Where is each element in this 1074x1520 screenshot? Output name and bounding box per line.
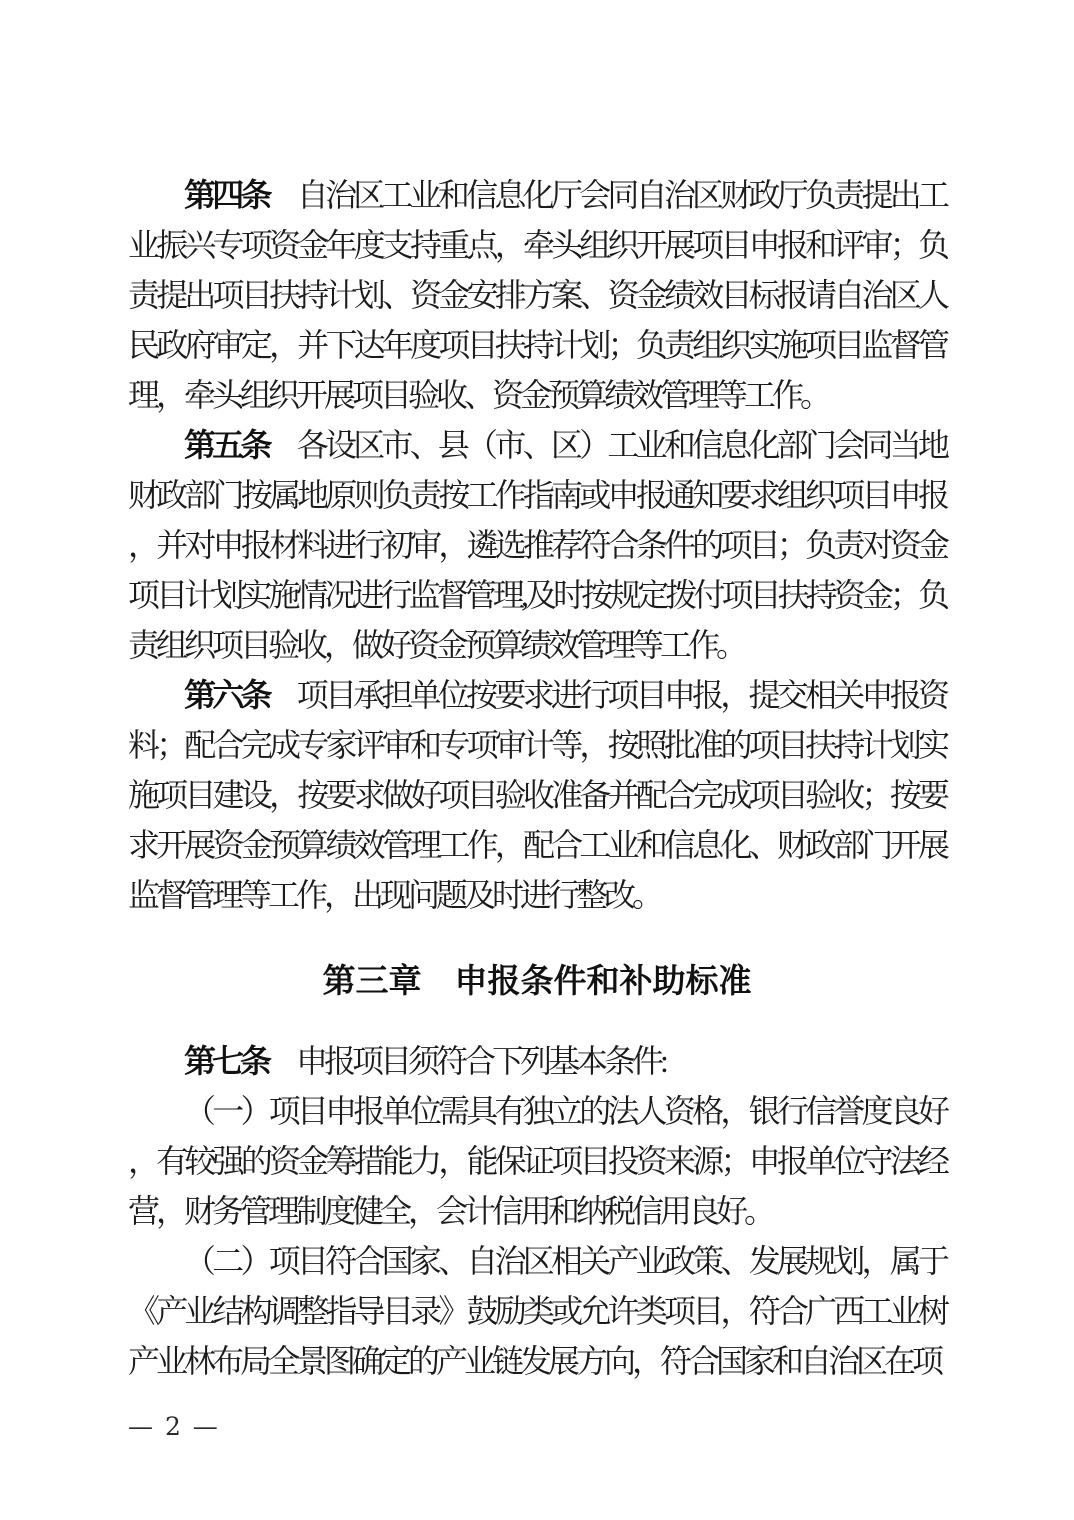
article-6-text: 项目承担单位按要求进行项目申报，提交相关申报资料；配合完成专家评审和专项审计等，按照批准的项目扶持计划实施项目建设，按要求做好项目验收准备并配合完成项目验收；按要求开展资金预算绩效管理工作，配合工业和信息化、财政部门开展监督管理等工作，出现问题及时进行整改。: [128, 677, 946, 913]
article-paragraph-6: [128, 670, 946, 920]
clause-item-2: （二）项目符合国家、自治区相关产业政策、发展规划，属于《产业结构调整指导目录》鼓励类或允许类项目，符合广西工业树产业林布局全景图确定的产业链发展方向，符合国家和自治区在项: [128, 1243, 946, 1379]
article-5-text: 各设区市、县（市、区）工业和信息化部门会同当地财政部门按属地原则负责按工作指南或申报通知要求组织项目申报，并对申报材料进行初审，遴选推荐符合条件的项目；负责对资金项目计划实施情况进行监督管理,及时按规定拨付项目扶持资金；负责组织项目验收，做好资金预算绩效管理等工作。: [128, 427, 946, 663]
article-6-label: 第六条: [184, 677, 269, 713]
article-4-label: 第四条: [184, 177, 269, 213]
clause-item-1: （一）项目申报单位需具有独立的法人资格，银行信誉度良好，有较强的资金筹措能力，能保证项目投资来源；申报单位守法经营，财务管理制度健全，会计信用和纳税信用良好。: [128, 1093, 946, 1229]
chapter-heading: 第三章 申报条件和补助标准: [322, 962, 752, 999]
article-paragraph-7: [128, 1036, 946, 1086]
article-7-text: 申报项目须符合下列基本条件:: [296, 1043, 665, 1079]
article-paragraph-4: [128, 170, 946, 420]
article-5-label: 第五条: [184, 427, 269, 463]
article-7-label: 第七条: [184, 1043, 269, 1079]
article-4-text: 自治区工业和信息化厅会同自治区财政厅负责提出工业振兴专项资金年度支持重点，牵头组织开展项目申报和评审；负责提出项目扶持计划、资金安排方案、资金绩效目标报请自治区人民政府审定，并下达年度项目扶持计划；负责组织实施项目监督管理，牵头组织开展项目验收、资金预算绩效管理等工作。: [128, 177, 946, 413]
article-paragraph-5: [128, 420, 946, 670]
page-number: — 2 —: [128, 1412, 220, 1441]
